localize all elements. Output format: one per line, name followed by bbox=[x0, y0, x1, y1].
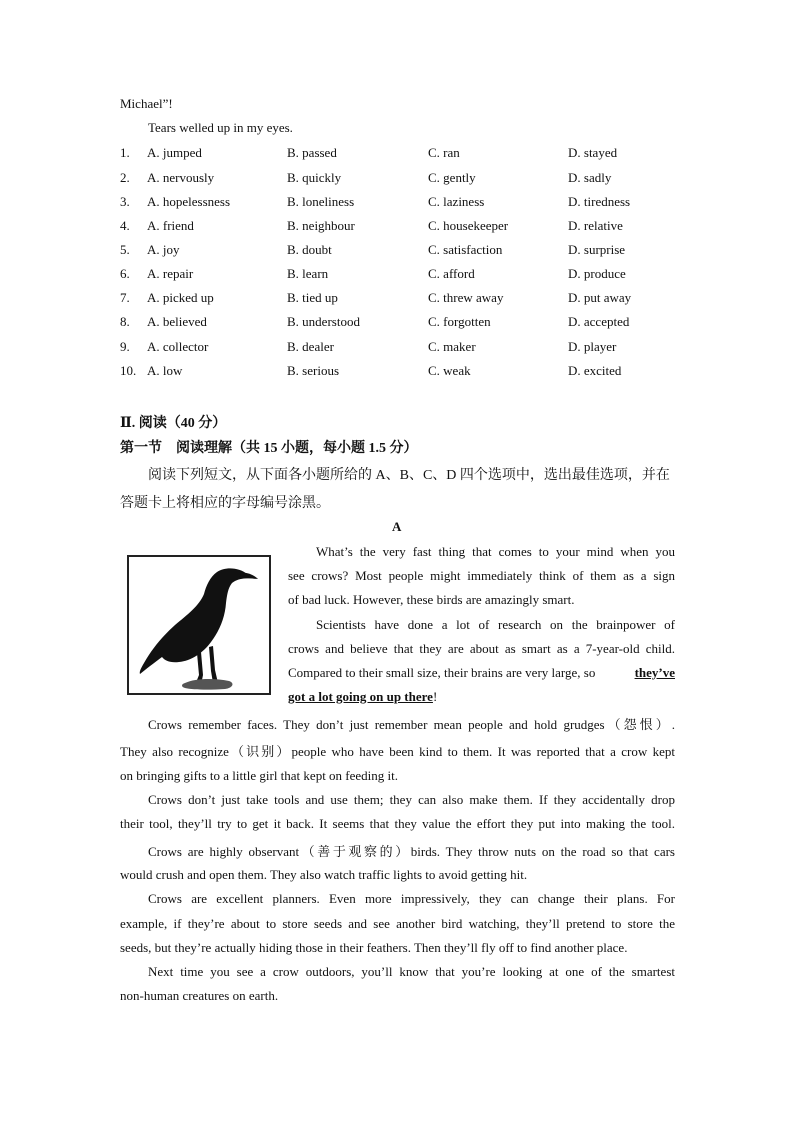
option-a: A. repair bbox=[147, 266, 194, 281]
question-row bbox=[120, 266, 680, 284]
question-number: 8. bbox=[120, 314, 130, 329]
question-row bbox=[120, 363, 680, 381]
paragraph-2-line-4 bbox=[288, 689, 437, 705]
paragraph-7-line-1: Next time you see a crow outdoors, you’ll know that you’re looking at one of the smartest bbox=[148, 964, 675, 979]
question-number: 2. bbox=[120, 170, 130, 185]
option-d: D. relative bbox=[568, 218, 623, 233]
paragraph-1-line-3: of bad luck. However, these birds are amazingly smart. bbox=[288, 592, 575, 607]
option-c: C. maker bbox=[428, 339, 476, 354]
option-d: D. sadly bbox=[568, 170, 612, 185]
option-d: D. excited bbox=[568, 363, 622, 378]
paragraph-2-line-1: Scientists have done a lot of research on the brainpower of bbox=[316, 617, 675, 632]
option-c: C. threw away bbox=[428, 290, 504, 305]
option-a: A. hopelessness bbox=[147, 194, 231, 209]
option-b: B. loneliness bbox=[287, 194, 355, 209]
crow-silhouette-icon bbox=[129, 557, 269, 693]
option-c: C. satisfaction bbox=[428, 242, 503, 257]
option-d: D. accepted bbox=[568, 314, 630, 329]
question-number: 3. bbox=[120, 194, 130, 209]
option-a: A. picked up bbox=[147, 290, 214, 305]
option-c: C. gently bbox=[428, 170, 476, 185]
question-number: 9. bbox=[120, 339, 130, 354]
option-b: B. understood bbox=[287, 314, 360, 329]
option-a: A. believed bbox=[147, 314, 207, 329]
paragraph-3-line-3: on bringing gifts to a little girl that kept on feeding it. bbox=[120, 768, 399, 783]
paragraph-6-line-2: example, if they’re about to store seeds and see another bird watching, they’ll pretend to store the bbox=[120, 916, 675, 931]
option-a: A. collector bbox=[147, 339, 209, 354]
underlined-phrase-start: they’ve bbox=[634, 665, 675, 680]
paragraph-2-line-3 bbox=[288, 665, 675, 681]
passage-label: A bbox=[392, 519, 402, 534]
option-a: A. jumped bbox=[147, 145, 202, 160]
story-last-line: Tears welled up in my eyes. bbox=[148, 120, 293, 135]
question-number: 4. bbox=[120, 218, 130, 233]
question-number: 1. bbox=[120, 145, 130, 160]
option-d: D. put away bbox=[568, 290, 632, 305]
question-row bbox=[120, 194, 680, 212]
option-b: B. doubt bbox=[287, 242, 332, 257]
option-a: A. nervously bbox=[147, 170, 215, 185]
question-row bbox=[120, 218, 680, 236]
subsection-title: 第一节 阅读理解（共 15 小题，每小题 1.5 分） bbox=[120, 441, 418, 456]
option-d: D. surprise bbox=[568, 242, 626, 257]
option-b: B. learn bbox=[287, 266, 329, 281]
paragraph-4-line-1: Crows don’t just take tools and use them; they can also make them. If they accidentally drop bbox=[148, 792, 675, 807]
option-d: D. tiredness bbox=[568, 194, 631, 209]
story-carry-line: Michael”! bbox=[120, 96, 173, 111]
question-row bbox=[120, 314, 680, 332]
option-c: C. forgotten bbox=[428, 314, 491, 329]
paragraph-3-line-2: They also recognize（识别）people who have been kind to them. It was reported that a crow kept bbox=[120, 744, 675, 759]
question-number: 7. bbox=[120, 290, 130, 305]
option-a: A. friend bbox=[147, 218, 194, 233]
option-c: C. weak bbox=[428, 363, 471, 378]
question-number: 5. bbox=[120, 242, 130, 257]
paragraph-6-line-1: Crows are excellent planners. Even more impressively, they can change their plans. For bbox=[148, 891, 675, 906]
section-title: Ⅱ. 阅读（40 分） bbox=[120, 416, 227, 431]
paragraph-2-line-2: crows and believe that they are about as smart as a 7-year-old child. bbox=[288, 641, 675, 656]
option-b: B. quickly bbox=[287, 170, 342, 185]
paragraph-3-line-1: Crows remember faces. They don’t just remember mean people and hold grudges（怨恨）. bbox=[148, 717, 675, 732]
question-number: 6. bbox=[120, 266, 130, 281]
paragraph-1-line-1: What’s the very fast thing that comes to your mind when you bbox=[316, 544, 675, 559]
option-d: D. produce bbox=[568, 266, 626, 281]
option-a: A. joy bbox=[147, 242, 180, 257]
paragraph-4-line-2: their tool, they’ll try to get it back. It seems that they value the effort they put into making the tool. bbox=[120, 816, 675, 831]
paragraph-2-line-3-text: Compared to their small size, their brains are very large, so bbox=[288, 665, 596, 680]
question-row bbox=[120, 242, 680, 260]
paragraph-5-line-2: would crush and open them. They also watch traffic lights to avoid getting hit. bbox=[120, 867, 528, 882]
option-c: C. laziness bbox=[428, 194, 485, 209]
paragraph-1-line-2: see crows? Most people might immediately think of them as a sign bbox=[288, 568, 675, 583]
exclamation: ! bbox=[432, 689, 438, 704]
option-d: D. stayed bbox=[568, 145, 618, 160]
option-c: C. housekeeper bbox=[428, 218, 509, 233]
question-row bbox=[120, 145, 680, 163]
instruction-line-1: 阅读下列短文，从下面各小题所给的 A、B、C、D 四个选项中，选出最佳选项，并在 bbox=[148, 468, 670, 483]
question-number: 10. bbox=[120, 363, 137, 378]
option-b: B. serious bbox=[287, 363, 339, 378]
paragraph-5-line-1: Crows are highly observant（善于观察的）birds. They throw nuts on the road so that cars bbox=[148, 844, 675, 859]
question-row bbox=[120, 290, 680, 308]
question-row bbox=[120, 170, 680, 188]
question-row bbox=[120, 339, 680, 357]
option-b: B. dealer bbox=[287, 339, 334, 354]
underlined-phrase-end: got a lot going on up there bbox=[288, 689, 433, 704]
option-b: B. tied up bbox=[287, 290, 338, 305]
paragraph-6-line-3: seeds, but they’re actually hiding those in their feathers. Then they’ll fly off to find another place. bbox=[120, 940, 628, 955]
option-c: C. ran bbox=[428, 145, 460, 160]
crow-image bbox=[127, 555, 271, 695]
option-c: C. afford bbox=[428, 266, 475, 281]
option-b: B. passed bbox=[287, 145, 337, 160]
option-b: B. neighbour bbox=[287, 218, 355, 233]
option-a: A. low bbox=[147, 363, 183, 378]
paragraph-7-line-2: non-human creatures on earth. bbox=[120, 988, 279, 1003]
option-d: D. player bbox=[568, 339, 617, 354]
instruction-line-2: 答题卡上将相应的字母编号涂黑。 bbox=[120, 496, 330, 511]
